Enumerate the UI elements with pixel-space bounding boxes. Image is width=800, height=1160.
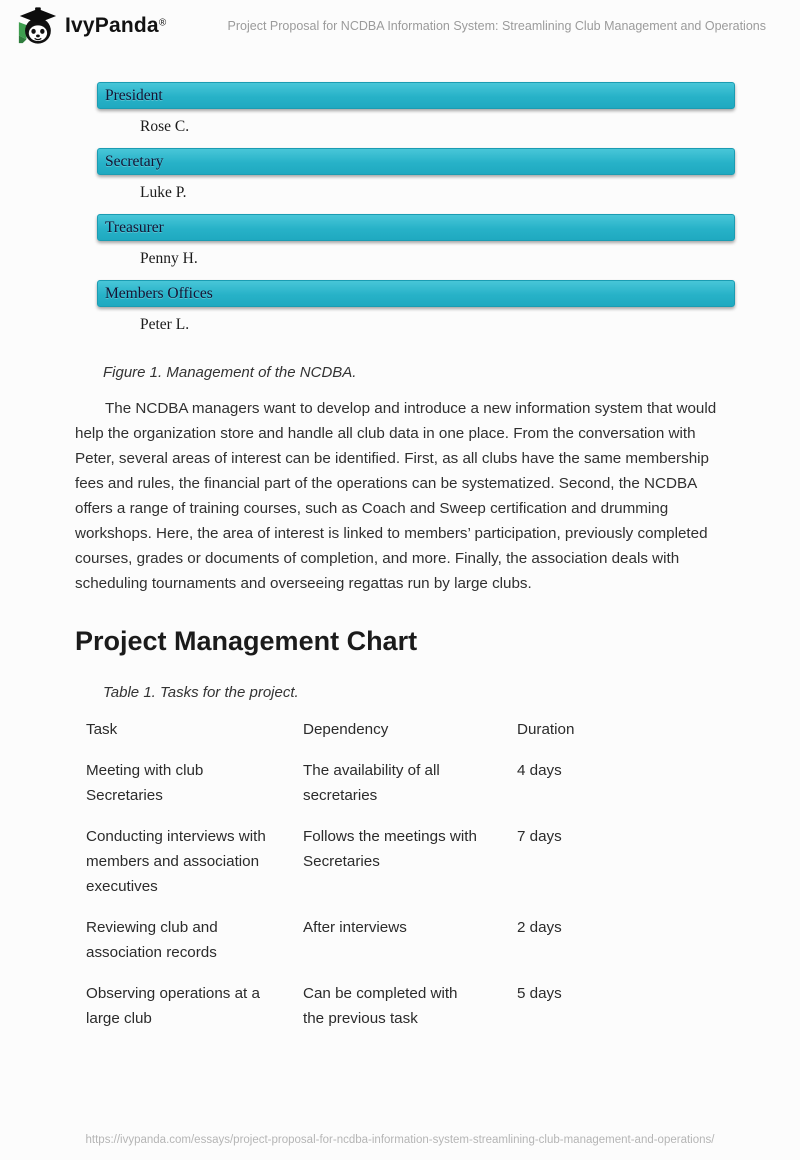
- table-row: [86, 758, 667, 824]
- document-title: Project Proposal for NCDBA Information System: Streamlining Club Management and Operations: [227, 18, 766, 33]
- tasks-table: [86, 717, 667, 1047]
- table-cell-task: Observing operations at a large club: [86, 985, 260, 1027]
- table-row: [86, 915, 667, 981]
- org-role-bar: [97, 280, 735, 307]
- table-row: [86, 981, 667, 1047]
- table-header-task: Task: [86, 721, 118, 738]
- org-role-label: President: [105, 86, 163, 104]
- table-cell-duration: 4 days: [517, 762, 562, 779]
- org-role-label: Secretary: [105, 152, 164, 170]
- org-chart-item: [97, 82, 735, 137]
- org-chart-item: [97, 214, 735, 269]
- org-role-label: Treasurer: [105, 218, 164, 236]
- table-header-dependency: Dependency: [303, 721, 389, 738]
- org-member-name: Penny H.: [140, 250, 198, 267]
- brand-name: IvyPanda: [65, 13, 159, 37]
- body-paragraph: The NCDBA managers want to develop and introduce a new information system that would help the organization store and handle all club data in one place. From the conversation with Peter, several areas of interest can be identified. First, as all clubs have the same membership fees and rules, the financial part of the operations can be systematized. Second, the NCDBA offers a range of training courses, such as Coach and Sweep certification and drumming workshops. Here, the area of interest is linked to members’ participation, previously completed courses, grades or documents of completion, and more. Finally, the association deals with scheduling tournaments and overseeing regattas run by large clubs.: [75, 400, 717, 592]
- panda-graduation-cap-icon: [16, 5, 58, 47]
- org-role-label: Members Offices: [105, 284, 213, 302]
- org-role-bar: [97, 148, 735, 175]
- org-member-name: Luke P.: [140, 184, 187, 201]
- table-cell-dependency: The availability of all secretaries: [303, 762, 440, 804]
- org-role-bar: [97, 214, 735, 241]
- org-chart-item: [97, 280, 735, 335]
- org-member-name: Rose C.: [140, 118, 190, 135]
- table-cell-dependency: Can be completed with the previous task: [303, 985, 458, 1027]
- table-cell-dependency: After interviews: [303, 919, 407, 936]
- table-cell-task: Conducting interviews with members and association executives: [86, 828, 266, 895]
- table-cell-task: Reviewing club and association records: [86, 919, 218, 961]
- page-footer: [0, 1130, 800, 1148]
- section-heading: Project Management Chart: [75, 626, 418, 656]
- registered-mark: ®: [158, 17, 167, 29]
- ivypanda-logo[interactable]: [16, 5, 166, 47]
- table-caption: Table 1. Tasks for the project.: [103, 684, 299, 701]
- table-header-row: [86, 717, 667, 758]
- org-chart-item: [97, 148, 735, 203]
- page-header: [0, 0, 800, 46]
- table-cell-duration: 5 days: [517, 985, 562, 1002]
- table-cell-task: Meeting with club Secretaries: [86, 762, 204, 804]
- table-cell-duration: 2 days: [517, 919, 562, 936]
- source-url-link[interactable]: https://ivypanda.com/essays/project-proposal-for-ncdba-information-system-streamlining-club-management-and-operations/: [85, 1134, 715, 1146]
- table-cell-dependency: Follows the meetings with Secretaries: [303, 828, 477, 870]
- figure-caption: Figure 1. Management of the NCDBA.: [103, 364, 357, 381]
- org-member-name: Peter L.: [140, 316, 190, 333]
- management-org-chart: [97, 82, 735, 335]
- org-role-bar: [97, 82, 735, 109]
- table-header-duration: Duration: [517, 721, 575, 738]
- table-cell-duration: 7 days: [517, 828, 562, 845]
- table-row: [86, 824, 667, 915]
